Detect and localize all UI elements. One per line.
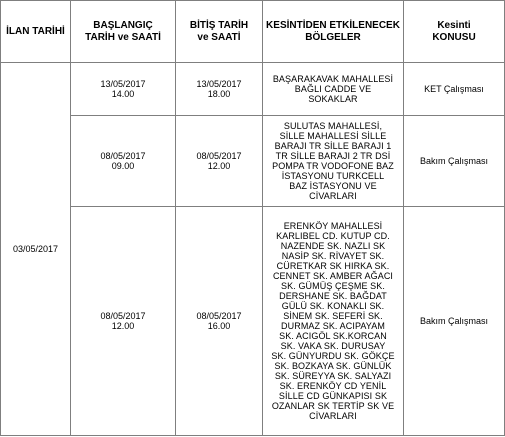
start-cell: 08/05/2017 09.00 [71,116,176,207]
end-cell: 08/05/2017 16.00 [176,207,263,436]
regions-cell: ERENKÖY MAHALLESİ KARLIBEL CD. KUTUP CD. NAZENDE SK. NAZLI SK NASİP SK. RİVAYET SK. CÜRETKAR SK HIRKA SK. CENNET SK. AMBER AĞACI SK. GÜMÜŞ ÇEŞME SK. DERSHANE SK. BAĞDAT GÜLÜ SK. KONAKLI SK. SİNEM SK. SEFERİ SK. DURMAZ SK. ACIPAYAM SK. ACIGÖL SK.KORCAN SK. VAKA SK. DURUSAY SK. GÜNYURDU SK. GÖKÇE SK. BOZKAYA SK. GÜNLÜK SK. SÜREYYA SK. SALYAZI SK. ERENKÖY CD YENİL SİLLE CD GÜNKAPISI SK OZANLAR SK TERTİP SK VE CİVARLARI [263,207,404,436]
header-baslangic: BAŞLANGIÇ TARİH ve SAATİ [71,1,176,63]
ilan-tarihi-cell: 03/05/2017 [1,63,71,436]
konu-cell: KET Çalışması [404,63,505,116]
start-cell: 13/05/2017 14.00 [71,63,176,116]
header-bolgeler: KESİNTİDEN ETKİLENECEK BÖLGELER [263,1,404,63]
header-row [1,1,505,63]
end-cell: 13/05/2017 18.00 [176,63,263,116]
header-ilan-tarihi: İLAN TARİHİ [1,1,71,63]
table-row [1,63,505,116]
konu-cell: Bakım Çalışması [404,116,505,207]
regions-cell: BAŞARAKAVAK MAHALLESİ BAĞLI CADDE VE SOKAKLAR [263,63,404,116]
header-bitis: BİTİŞ TARİH ve SAATİ [176,1,263,63]
konu-cell: Bakım Çalışması [404,207,505,436]
regions-cell: SULUTAS MAHALLESİ, SİLLE MAHALLESİ SİLLE BARAJI TR SİLLE BARAJI 1 TR SİLLE BARAJI 2 TR DSİ POMPA TR VODOFONE BAZ İSTASYONU TURKCELL BAZ İSTASYONU VE CİVARLARI [263,116,404,207]
start-cell: 08/05/2017 12.00 [71,207,176,436]
table-row [1,207,505,436]
header-konu: Kesinti KONUSU [404,1,505,63]
table-row [1,116,505,207]
end-cell: 08/05/2017 12.00 [176,116,263,207]
